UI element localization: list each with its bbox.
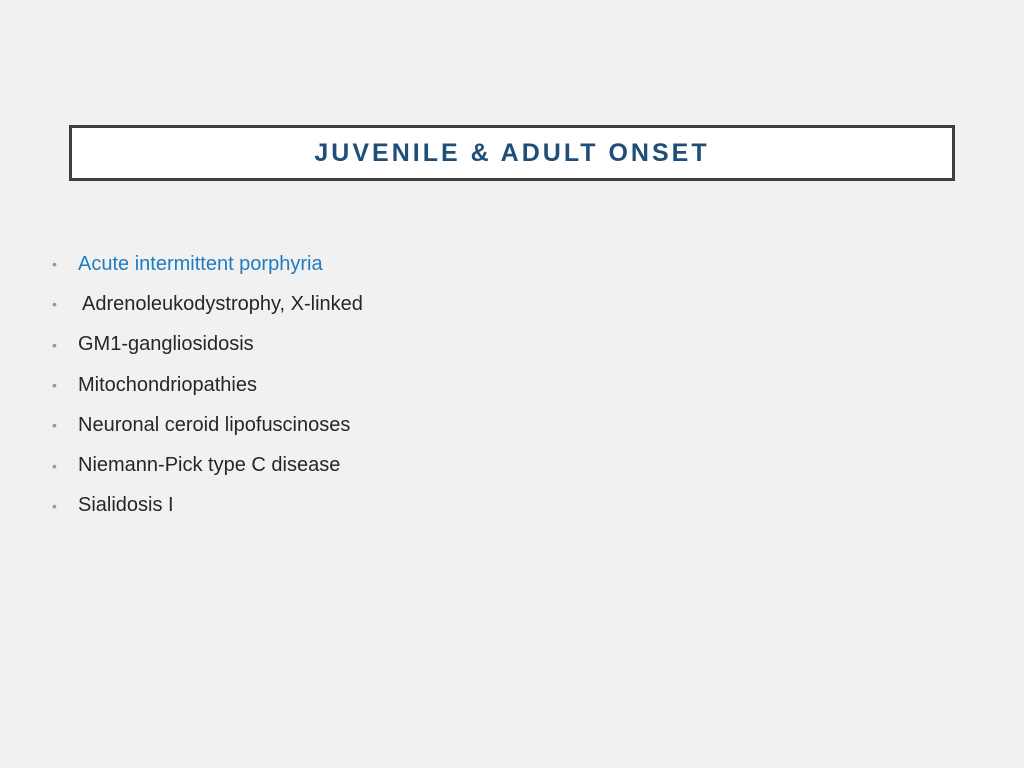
list-item-label: Neuronal ceroid lipofuscinoses (78, 413, 351, 436)
bullet-icon: • (52, 497, 57, 514)
bullet-icon: • (52, 336, 57, 353)
bullet-icon: • (52, 377, 57, 394)
list-item-mitochondriopathies (52, 365, 363, 405)
list-item-label: Niemann-Pick type C disease (78, 454, 341, 477)
list-item-label: Adrenoleukodystrophy, X-linked (82, 292, 363, 315)
list-item-label: Sialidosis I (78, 494, 174, 517)
bullet-icon: • (52, 417, 57, 434)
title-box (69, 125, 955, 181)
bullet-icon: • (52, 256, 57, 273)
bullet-icon: • (52, 296, 57, 313)
list-item-label: Mitochondriopathies (78, 373, 257, 396)
list-item-label: GM1-gangliosidosis (78, 333, 254, 356)
list-item-niemann-pick-type-c (52, 445, 363, 485)
list-item-acute-intermittent-porphyria[interactable] (52, 244, 363, 284)
link-acute-intermittent-porphyria[interactable]: Acute intermittent porphyria (78, 252, 323, 275)
list-item-adrenoleukodystrophy (52, 284, 363, 324)
bullet-list (52, 244, 363, 526)
list-item-neuronal-ceroid-lipofuscinoses (52, 405, 363, 445)
bullet-icon: • (52, 457, 57, 474)
list-item-gm1-gangliosidosis (52, 325, 363, 365)
list-item-sialidosis-i (52, 486, 363, 526)
slide-title: JUVENILE & ADULT ONSET (314, 138, 710, 167)
